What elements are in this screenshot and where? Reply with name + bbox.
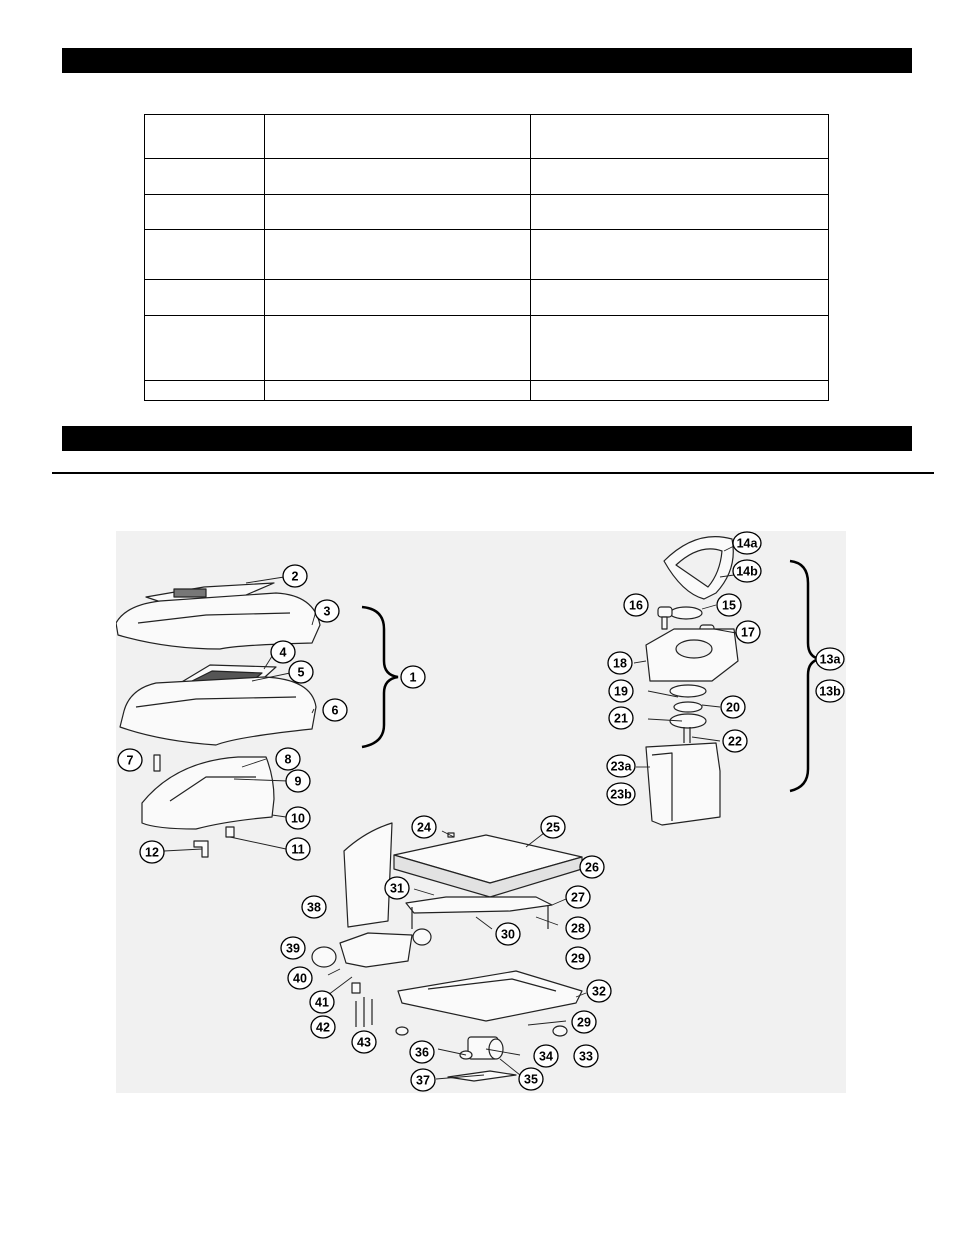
callout-41: [310, 991, 334, 1013]
callout-label: 34: [539, 1049, 553, 1064]
callout-30: [496, 923, 520, 945]
callout-label: 39: [286, 941, 300, 956]
callout-16: [624, 594, 648, 616]
callout-8: [276, 748, 300, 770]
callout-label: 24: [417, 820, 431, 835]
table-row: [145, 280, 829, 316]
table-row: [145, 316, 829, 381]
callout-label: 41: [315, 995, 329, 1010]
callout-label: 36: [415, 1045, 429, 1060]
table-cell: [531, 159, 829, 195]
callout-label: 40: [293, 971, 307, 986]
table-cell: [265, 115, 531, 159]
table-row: [145, 195, 829, 230]
callout-22: [723, 730, 747, 752]
callout-7: [118, 749, 142, 771]
callout-2: [283, 565, 307, 587]
callout-33: [574, 1045, 598, 1067]
callout-label: 1: [409, 670, 417, 685]
table-cell: [531, 230, 829, 280]
callout-40: [288, 967, 312, 989]
callout-1: [401, 666, 425, 688]
section-header-bar-middle: [62, 426, 912, 451]
callout-label: 14a: [736, 536, 758, 551]
callout-20: [721, 696, 745, 718]
callout-19: [609, 680, 633, 702]
table-cell: [265, 316, 531, 381]
callout-37: [411, 1069, 435, 1091]
table-cell: [145, 316, 265, 381]
callout-label: 13a: [819, 652, 841, 667]
callout-15: [717, 594, 741, 616]
callout-9: [286, 770, 310, 792]
horizontal-rule: [52, 472, 934, 474]
callout-label: 28: [571, 921, 585, 936]
callout-label: 19: [614, 684, 628, 699]
callout-label: 23a: [610, 759, 632, 774]
callout-label: 25: [546, 820, 560, 835]
table-row: [145, 381, 829, 401]
callout-11: [286, 838, 310, 860]
table-cell: [265, 159, 531, 195]
callout-18: [608, 652, 632, 674]
callout-label: 2: [291, 569, 299, 584]
table-cell: [265, 230, 531, 280]
callout-label: 20: [726, 700, 740, 715]
callout-label: 38: [307, 900, 321, 915]
table-cell: [265, 280, 531, 316]
callout-29: [572, 1011, 596, 1033]
callout-10: [286, 807, 310, 829]
table-cell: [531, 115, 829, 159]
callout-32: [587, 980, 611, 1002]
exploded-parts-diagram: [116, 531, 846, 1093]
table-cell: [531, 280, 829, 316]
callout-23b: [607, 783, 635, 805]
callout-label: 43: [357, 1035, 371, 1050]
callout-25: [541, 816, 565, 838]
callout-38: [302, 896, 326, 918]
callout-28: [566, 917, 590, 939]
callout-label: 37: [416, 1073, 430, 1088]
callout-label: 31: [390, 881, 404, 896]
callout-21: [609, 707, 633, 729]
callout-3: [315, 600, 339, 622]
callout-13b: [816, 680, 844, 702]
callout-label: 21: [614, 711, 628, 726]
callout-24: [412, 816, 436, 838]
callout-4: [271, 641, 295, 663]
callout-label: 14b: [736, 564, 758, 579]
table-row: [145, 115, 829, 159]
callout-label: 5: [297, 665, 305, 680]
table-row: [145, 230, 829, 280]
callout-43: [352, 1031, 376, 1053]
callout-34: [534, 1045, 558, 1067]
callout-label: 12: [145, 845, 159, 860]
callout-5: [289, 661, 313, 683]
callout-label: 18: [613, 656, 627, 671]
callout-14a: [733, 532, 761, 554]
callout-label: 16: [629, 598, 643, 613]
callout-27: [566, 886, 590, 908]
table-cell: [265, 195, 531, 230]
callout-14b: [733, 560, 761, 582]
callout-label: 17: [741, 625, 755, 640]
callout-label: 8: [284, 752, 292, 767]
callout-label: 9: [294, 774, 302, 789]
callout-label: 27: [571, 890, 585, 905]
callout-label: 7: [126, 753, 134, 768]
callout-42: [311, 1016, 335, 1038]
callout-label: 33: [579, 1049, 593, 1064]
callout-label: 32: [592, 984, 606, 999]
callout-label: 10: [291, 811, 305, 826]
table-cell: [145, 115, 265, 159]
callout-label: 11: [291, 842, 305, 857]
callout-label: 29: [571, 951, 585, 966]
callout-35: [519, 1068, 543, 1090]
table-cell: [145, 280, 265, 316]
callout-label: 30: [501, 927, 515, 942]
callout-6: [323, 699, 347, 721]
callout-label: 42: [316, 1020, 330, 1035]
section-header-bar-top: [62, 48, 912, 73]
callout-29: [566, 947, 590, 969]
table-cell: [145, 159, 265, 195]
callout-36: [410, 1041, 434, 1063]
callout-26: [580, 856, 604, 878]
callout-23a: [607, 755, 635, 777]
callout-12: [140, 841, 164, 863]
callout-label: 3: [323, 604, 331, 619]
table-cell: [145, 381, 265, 401]
callout-label: 6: [331, 703, 339, 718]
table-cell: [145, 195, 265, 230]
table-cell: [531, 381, 829, 401]
callout-label: 23b: [610, 787, 632, 802]
callout-label: 15: [722, 598, 736, 613]
table-cell: [531, 316, 829, 381]
table-cell: [265, 381, 531, 401]
callout-label: 35: [524, 1072, 538, 1087]
callout-39: [281, 937, 305, 959]
table-cell: [531, 195, 829, 230]
callout-label: 13b: [819, 684, 841, 699]
callout-label: 29: [577, 1015, 591, 1030]
callout-label: 22: [728, 734, 742, 749]
table-cell: [145, 230, 265, 280]
specification-table: [144, 114, 829, 401]
callout-label: 26: [585, 860, 599, 875]
table-row: [145, 159, 829, 195]
callout-13a: [816, 648, 844, 670]
callout-17: [736, 621, 760, 643]
callout-31: [385, 877, 409, 899]
callout-label: 4: [279, 645, 287, 660]
